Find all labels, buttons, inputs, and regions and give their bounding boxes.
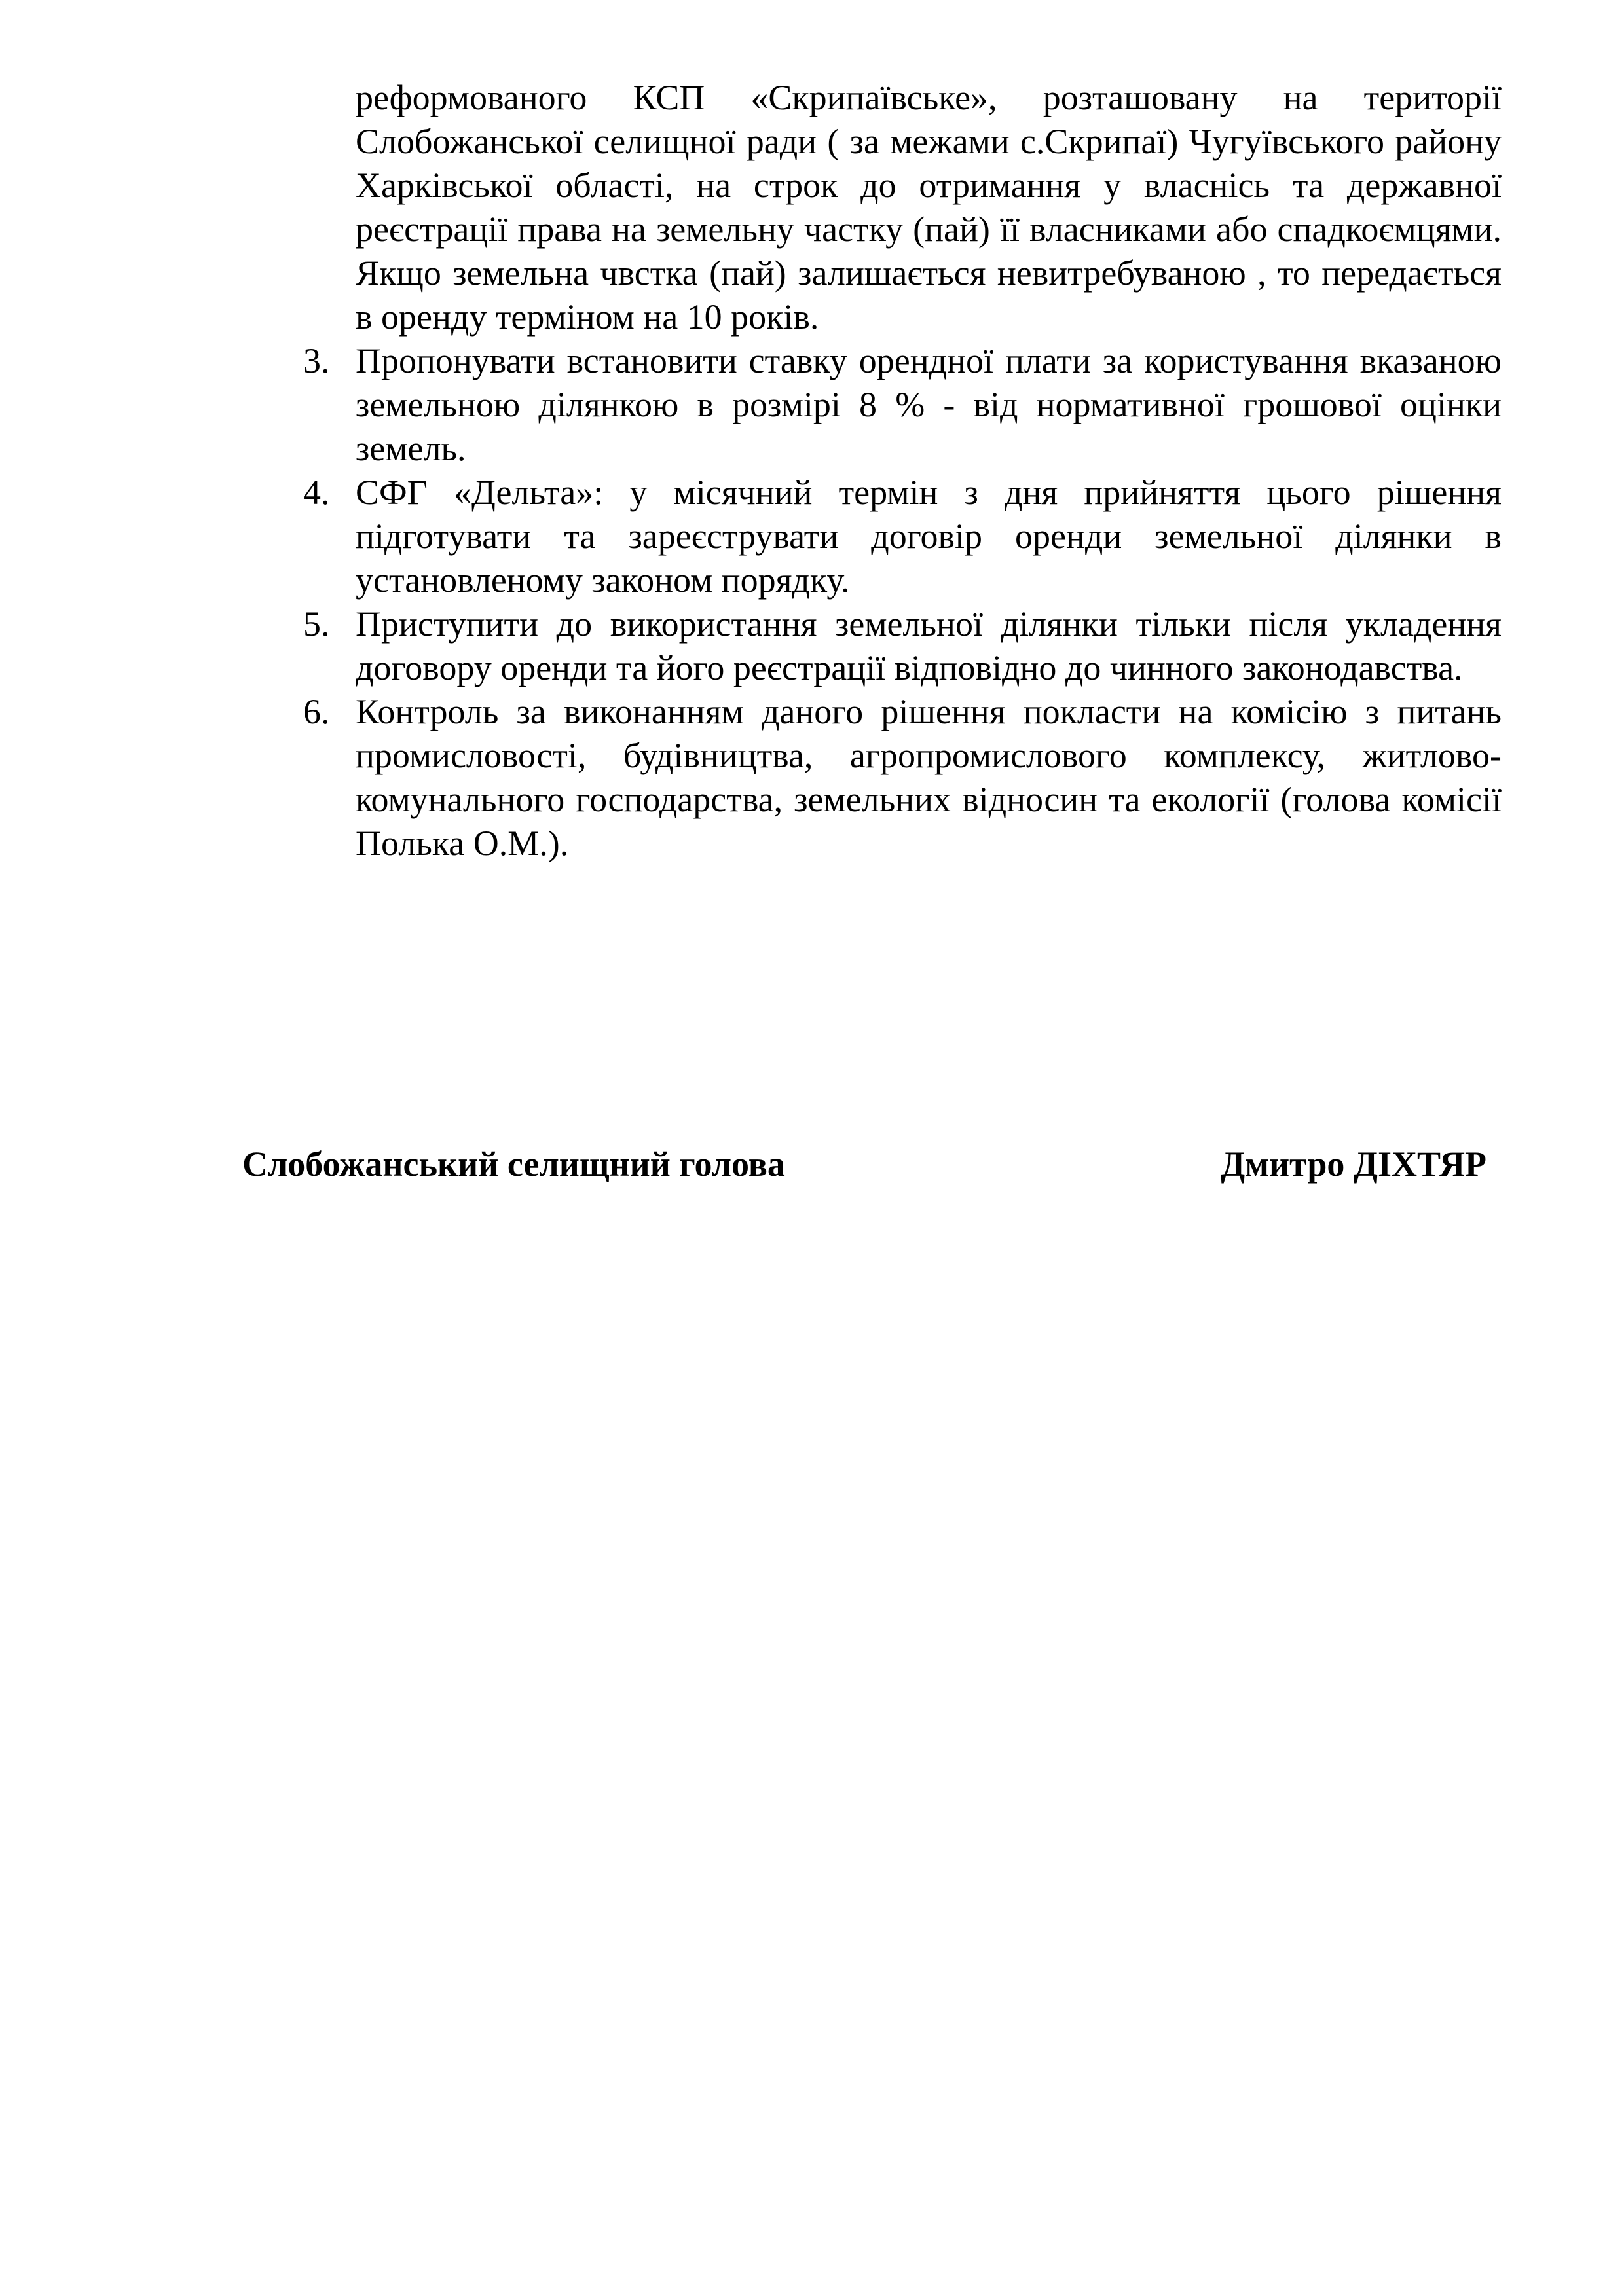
list-item-number: 4. bbox=[303, 473, 330, 512]
decision-body bbox=[303, 76, 1502, 866]
list-item-text: СФГ «Дельта»: у місячний термін з дня прийняття цього рішення підготувати та зареєструвати договір оренди земельної ділянки в установленому законом порядку. bbox=[356, 473, 1502, 600]
list-item-number: 3. bbox=[303, 341, 330, 380]
list-item-text: Пропонувати встановити ставку орендної плати за користування вказаною земельною ділянкою в розмірі 8 % - від нормативної грошової оцінки земель. bbox=[356, 341, 1502, 468]
continuation-paragraph: реформованого КСП «Скрипаївське», розташовану на території Слобожанської селищної ради ( за межами с.Скрипаї) Чугуївського району Харківської області, на строк до отримання у власніcь та державної реєстрації права на земельну частку (пай) її власниками або спадкоємцями. Якщо земельна чвстка (пай) залишається невитребуваною , то передається в оренду терміном на 10 років. bbox=[356, 78, 1502, 337]
list-item bbox=[303, 339, 1502, 471]
list-item bbox=[303, 471, 1502, 602]
list-item-number: 5. bbox=[303, 604, 330, 644]
list-item-number: 6. bbox=[303, 692, 330, 731]
list-item bbox=[303, 690, 1502, 866]
list-item-text: Контроль за виконанням даного рішення покласти на комісію з питань промисловості, будівництва, агропромислового комплексу, житлово-комунального господарства, земельних відносин та екології (голова комісії Полька О.М.). bbox=[356, 692, 1502, 863]
signatory-name: Дмитро ДІХТЯР bbox=[1221, 1144, 1486, 1184]
list-item-text: Приступити до використання земельної ділянки тільки після укладення договору оренди та його реєстрації відповідно до чинного законодавства. bbox=[356, 604, 1502, 687]
list-item bbox=[303, 602, 1502, 690]
signatory-position: Слобожанський селищний голова bbox=[242, 1144, 785, 1184]
